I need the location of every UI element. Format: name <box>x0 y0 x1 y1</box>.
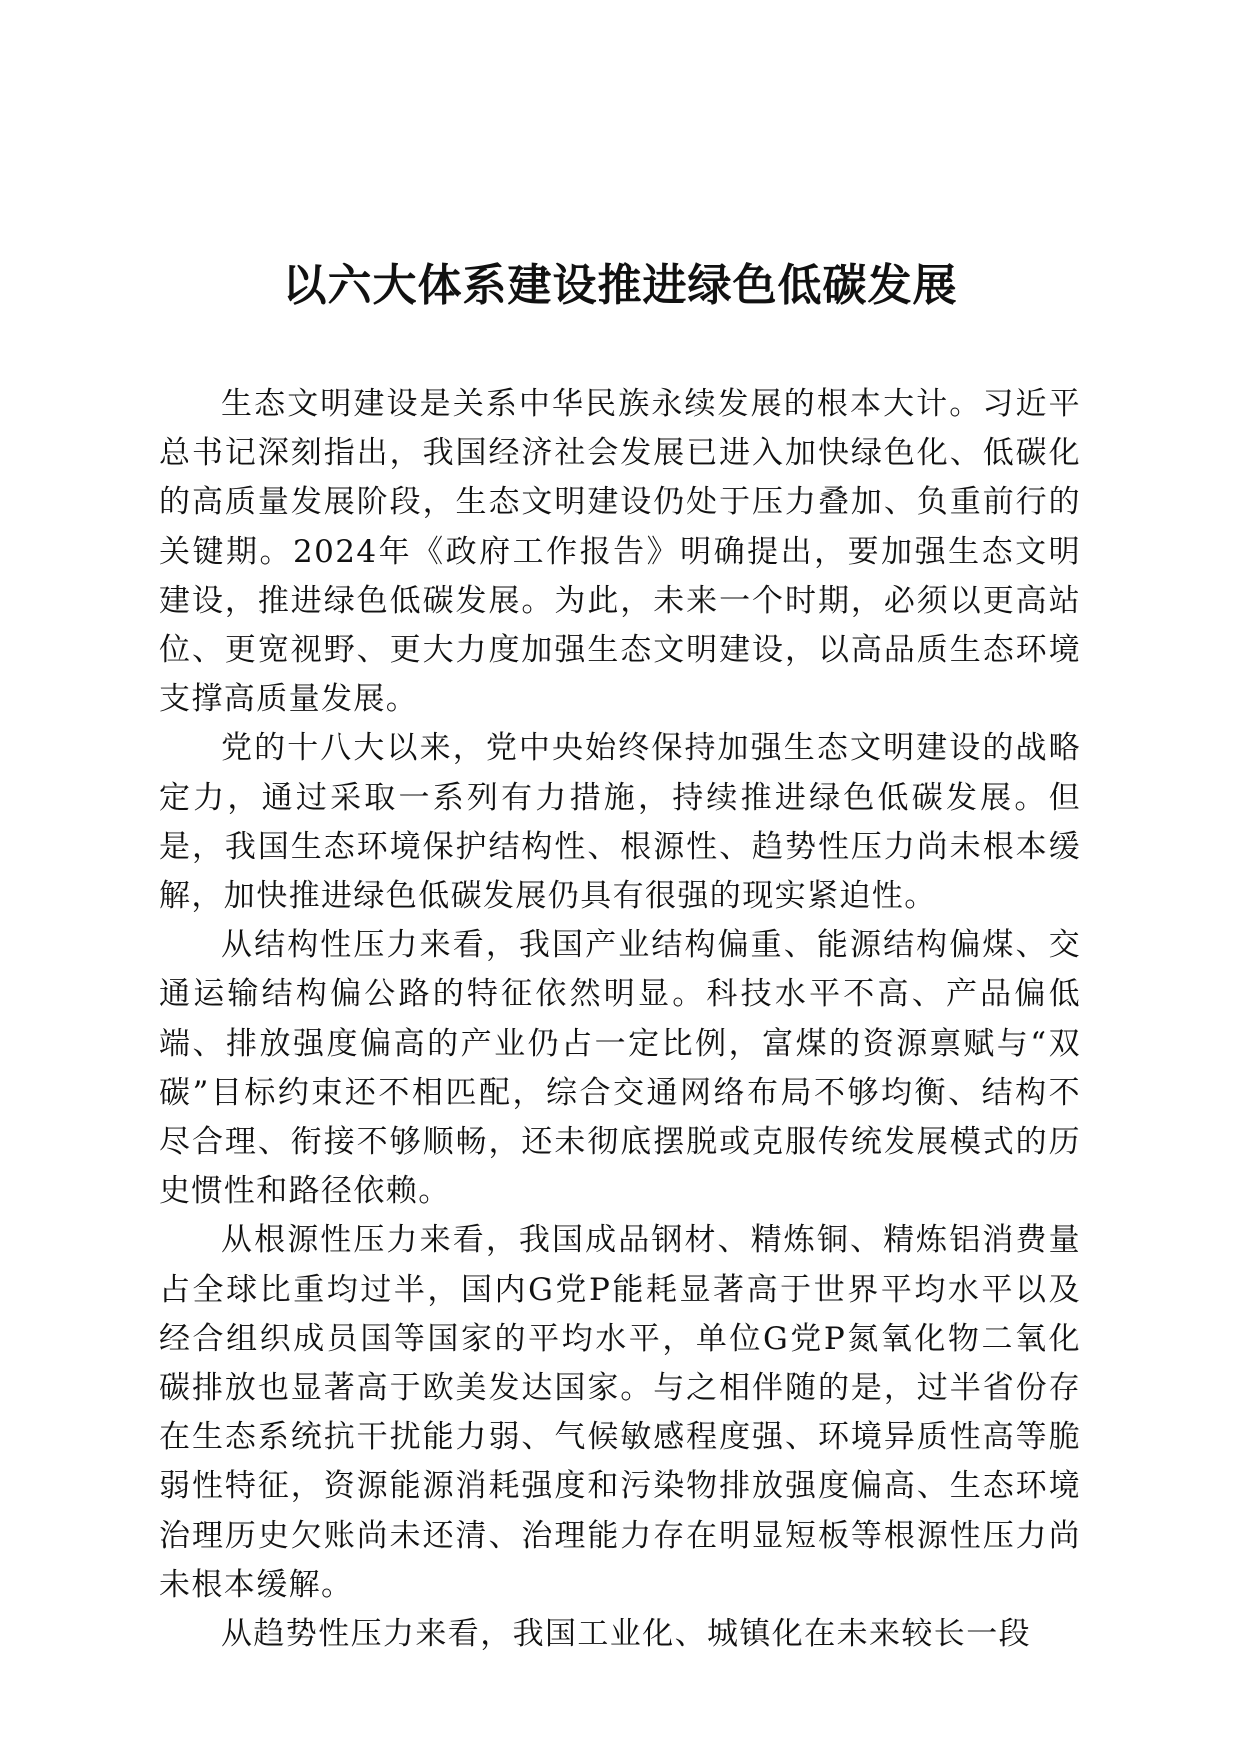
document-body <box>159 380 1081 1659</box>
paragraph: 从结构性压力来看，我国产业结构偏重、能源结构偏煤、交通运输结构偏公路的特征依然明显。科技水平不高、产品偏低端、排放强度偏高的产业仍占一定比例，富煤的资源禀赋与“双碳”目标约束还不相匹配，综合交通网络布局不够均衡、结构不尽合理、衔接不够顺畅，还未彻底摆脱或克服传统发展模式的历史惯性和路径依赖。 <box>159 927 1081 1210</box>
paragraph: 从趋势性压力来看，我国工业化、城镇化在未来较长一段 <box>221 1616 1031 1653</box>
paragraph: 党的十八大以来，党中央始终保持加强生态文明建设的战略定力，通过采取一系列有力措施，持续推进绿色低碳发展。但是，我国生态环境保护结构性、根源性、趋势性压力尚未根本缓解，加快推进绿色低碳发展仍具有很强的现实紧迫性。 <box>159 730 1081 915</box>
paragraph: 生态文明建设是关系中华民族永续发展的根本大计。习近平总书记深刻指出，我国经济社会发展已进入加快绿色化、低碳化的高质量发展阶段，生态文明建设仍处于压力叠加、负重前行的关键期。2024年《政府工作报告》明确提出，要加强生态文明建设，推进绿色低碳发展。为此，未来一个时期，必须以更高站位、更宽视野、更大力度加强生态文明建设，以高品质生态环境支撑高质量发展。 <box>159 386 1081 718</box>
paragraph: 从根源性压力来看，我国成品钢材、精炼铜、精炼铝消费量占全球比重均过半，国内G党P能耗显著高于世界平均水平以及经合组织成员国等国家的平均水平，单位G党P氮氧化物二氧化碳排放也显著高于欧美发达国家。与之相伴随的是，过半省份存在生态系统抗干扰能力弱、气候敏感程度强、环境异质性高等脆弱性特征，资源能源消耗强度和污染物排放强度偏高、生态环境治理历史欠账尚未还清、治理能力存在明显短板等根源性压力尚未根本缓解。 <box>159 1222 1081 1603</box>
document-title: 以六大体系建设推进绿色低碳发展 <box>282 260 958 311</box>
